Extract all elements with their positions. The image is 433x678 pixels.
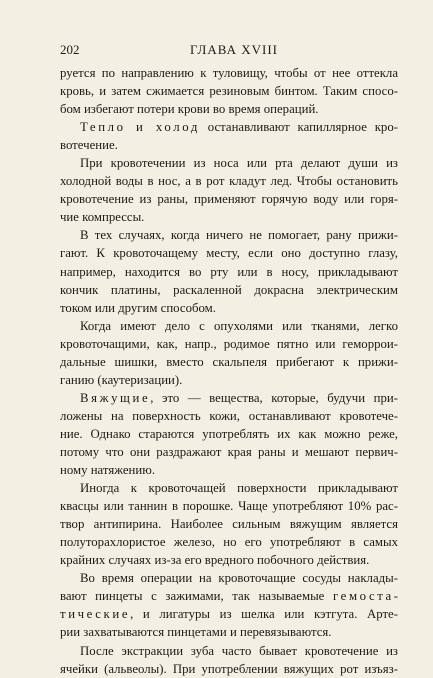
text-line: вают пинцеты с зажимами, так называемые гемостa- xyxy=(60,589,398,604)
chapter-title: ГЛАВА XVIII xyxy=(190,42,278,57)
text-line: твор антипирина. Наиболее сильным вяжущим является xyxy=(60,517,398,532)
text-line: ганию (каутеризации). xyxy=(60,372,183,387)
page-header xyxy=(60,42,398,58)
spaced-emphasis: тические xyxy=(60,607,131,622)
text-line: ложены на поверхность кожи, останавливают кровотече- xyxy=(60,408,398,423)
text-line: крайних случаях из-за его вредного побочного действия. xyxy=(60,553,370,568)
spaced-emphasis: гемостa xyxy=(333,589,394,604)
text-line: кровь, и затем сжимается резиновым бинтом. Таким спосо- xyxy=(60,84,398,99)
spaced-emphasis: Тепло и холод xyxy=(80,120,200,135)
text-line: кровоточащими, как, напр., родимое пятно или геморрои- xyxy=(60,336,398,351)
text-line: ние. Однако стараются употреблять их как можно реже, xyxy=(60,426,398,441)
text-line: дальные шишки, вместо скальпеля прибегают к прижи- xyxy=(60,354,398,369)
text-line: квасцы или таннин в порошке. Чаще употребляют 10% рас- xyxy=(60,499,398,514)
page-number: 202 xyxy=(60,42,80,57)
text-line: холодной воды в нос, а в рот кладут лед. Чтобы остановить xyxy=(60,174,398,189)
text-line: тические, и лигатуры из шелка или кэтгута. Арте- xyxy=(60,607,398,622)
text-line: При кровотечении из носа или рта делают души из xyxy=(80,156,398,171)
text-line: Вяжущие, это — вещества, которые, будучи при- xyxy=(80,390,398,405)
text-line: бом избегают потери крови во время операций. xyxy=(60,102,319,117)
text-line: гают. К кровоточащему месту, если оно доступно глазу, xyxy=(60,246,398,261)
text-line: В тех случаях, когда ничего не помогает, рану прижи- xyxy=(80,228,398,243)
text-line: кончик платины, раскаленной докрасна электрическим xyxy=(60,282,398,297)
text-line: рии захватываются пинцетами и перевязываются. xyxy=(60,625,332,640)
text-line: Иногда к кровоточащей поверхности прикладывают xyxy=(80,481,398,496)
text-line: кровотечение из раны, применяют горячую воду или горя- xyxy=(60,192,398,207)
text-line: Во время операции на кровоточащие сосуды наклады- xyxy=(80,571,398,586)
text-line: потому что они раздражают края раны и мешают первич- xyxy=(60,444,398,459)
text-line: током или другим способом. xyxy=(60,300,216,315)
text-line: полуторахлористое железо, но его употребляют в самых xyxy=(60,535,398,550)
text-line: Тепло и холод останавливают капиллярное кро- xyxy=(80,120,398,135)
text-line: ному натяжению. xyxy=(60,463,156,478)
text-line: например, находится во рту или в носу, прикладывают xyxy=(60,264,398,279)
text-line: чие компрессы. xyxy=(60,210,145,225)
text-line: После экстракции зуба часто бывает кровотечение из xyxy=(80,643,398,658)
text-line: ячейки (альвеолы). При употреблении вяжущих рот изъяз- xyxy=(60,661,398,676)
text-line: вотечение. xyxy=(60,138,118,153)
body-text xyxy=(60,64,398,678)
text-line: Когда имеют дело с опухолями или тканями, легко xyxy=(80,318,398,333)
text-line: руется по направлению к туловищу, чтобы от нее оттекла xyxy=(60,66,398,80)
spaced-emphasis: Вяжущие xyxy=(80,390,151,405)
